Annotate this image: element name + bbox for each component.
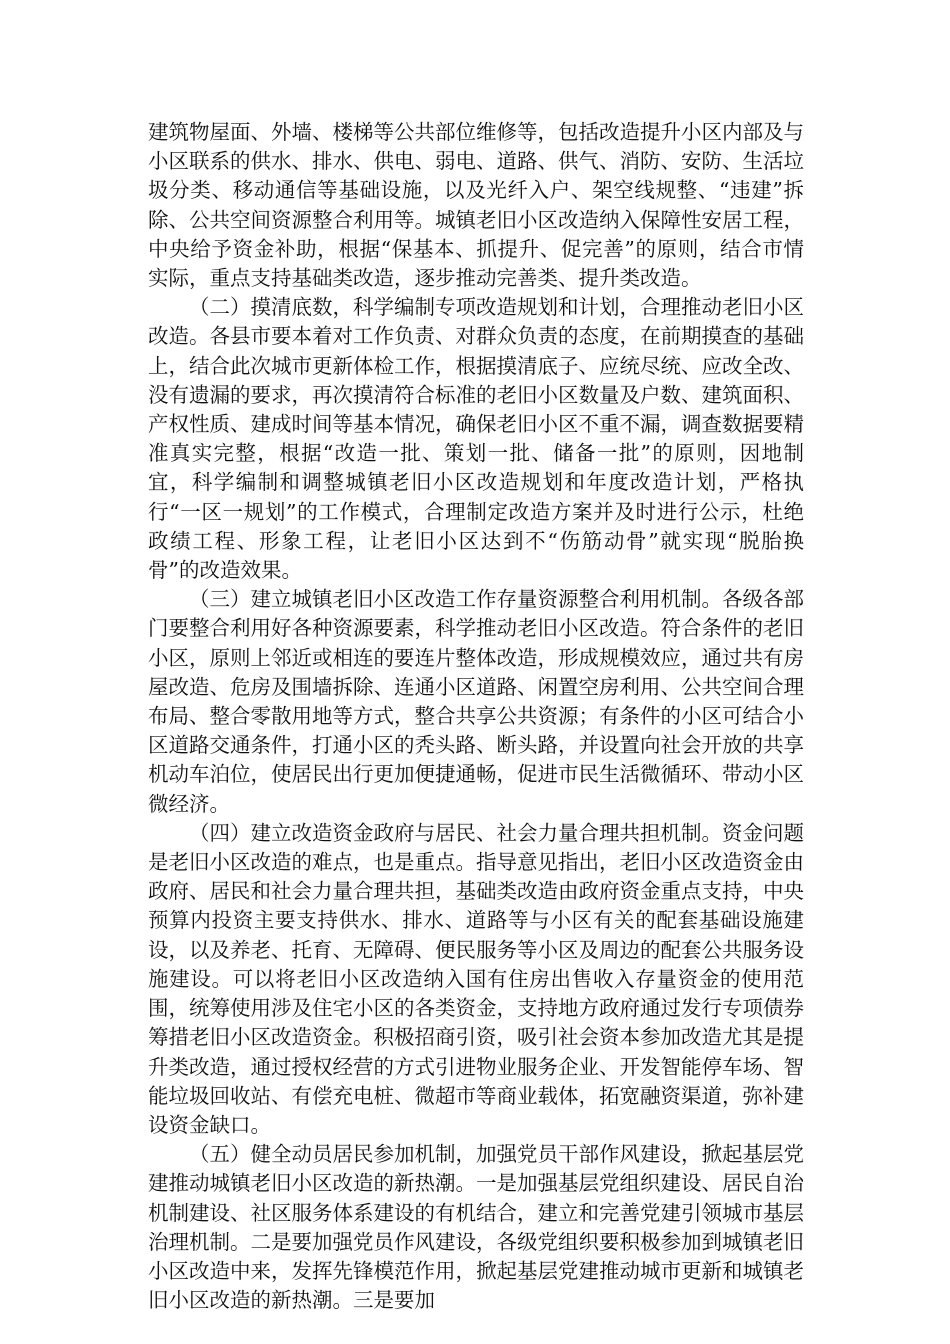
paragraph-2: （二）摸清底数，科学编制专项改造规划和计划，合理推动老旧小区改造。各县市要本着对工作负责、对群众负责的态度，在前期摸查的基础上，结合此次城市更新体检工作，根据摸清底子、应统尽统、应改全改、没有遗漏的要求，再次摸清符合标准的老旧小区数量及户数、建筑面积、产权性质、建成时间等基本情况，确保老旧小区不重不漏，调查数据要精准真实完整，根据“改造一批、策划一批、储备一批”的原则，因地制宜，科学编制和调整城镇老旧小区改造规划和年度改造计划，严格执行“一区一规划”的工作模式，合理制定改造方案并及时进行公示，杜绝政绩工程、形象工程，让老旧小区达到不“伤筋动骨”就实现“脱胎换骨”的改造效果。 [148,295,804,583]
paragraph-4: （四）建立改造资金政府与居民、社会力量合理共担机制。资金问题是老旧小区改造的难点，也是重点。指导意见指出，老旧小区改造资金由政府、居民和社会力量合理共担，基础类改造由政府资金重点支持，中央预算内投资主要支持供水、排水、道路等与小区有关的配套基础设施建设，以及养老、托育、无障碍、便民服务等小区及周边的配套公共服务设施建设。可以将老旧小区改造纳入国有住房出售收入存量资金的使用范围，统筹使用涉及住宅小区的各类资金，支持地方政府通过发行专项债券筹措老旧小区改造资金。积极招商引资，吸引社会资本参加改造尤其是提升类改造，通过授权经营的方式引进物业服务企业、开发智能停车场、智能垃圾回收站、有偿充电桩、微超市等商业载体，拓宽融资渠道，弥补建设资金缺口。 [148,820,804,1137]
document-body [148,118,804,1315]
paragraph-3: （三）建立城镇老旧小区改造工作存量资源整合利用机制。各级各部门要整合利用好各种资源要素，科学推动老旧小区改造。符合条件的老旧小区，原则上邻近或相连的要连片整体改造，形成规模效应，通过共有房屋改造、危房及围墙拆除、连通小区道路、闲置空房利用、公共空间合理布局、整合零散用地等方式，整合共享公共资源；有条件的小区可结合小区道路交通条件，打通小区的秃头路、断头路，并设置向社会开放的共享机动车泊位，使居民出行更加便捷通畅，促进市民生活微循环、带动小区微经济。 [148,587,804,816]
paragraph-5: （五）健全动员居民参加机制，加强党员干部作风建设，掀起基层党建推动城镇老旧小区改造的新热潮。一是加强基层党组织建设、居民自治机制建设、社区服务体系建设的有机结合，建立和完善党建引领城市基层治理机制。二是要加强党员作风建设，各级党组织要积极参加到城镇老旧小区改造中来，发挥先锋模范作用，掀起基层党建推动城市更新和城镇老旧小区改造的新热潮。三是要加 [148,1142,804,1313]
paragraph-continuation: 建筑物屋面、外墙、楼梯等公共部位维修等，包括改造提升小区内部及与小区联系的供水、排水、供电、弱电、道路、供气、消防、安防、生活垃圾分类、移动通信等基础设施，以及光纤入户、架空线规整、“违建”拆除、公共空间资源整合利用等。城镇老旧小区改造纳入保障性安居工程，中央给予资金补助，根据“保基本、抓提升、促完善”的原则，结合市情实际，重点支持基础类改造，逐步推动完善类、提升类改造。 [148,120,804,291]
